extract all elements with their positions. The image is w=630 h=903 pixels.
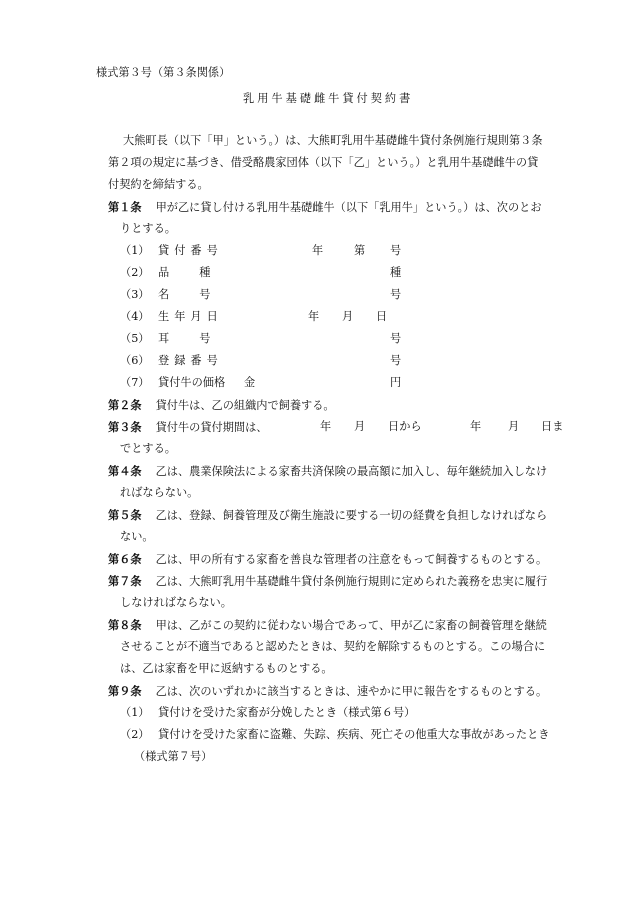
item-6-label: 登録番号: [158, 354, 223, 367]
article-3-year-1: 年: [320, 420, 332, 433]
article-5-text: 乙は、登録、飼養管理及び衛生施設に要する一切の経費を負担しなければなら: [155, 509, 548, 522]
item-7-kin: 金: [244, 376, 256, 389]
item-5-number: （5）: [120, 332, 150, 345]
item-3-number: （3）: [120, 288, 150, 301]
article-7-text: 乙は、大熊町乳用牛基礎雌牛貸付条例施行規則に定められた義務を忠実に履行: [155, 575, 548, 588]
item-1-label: 貸付番号: [158, 244, 223, 257]
item-2-end: 種: [390, 266, 402, 279]
article-1-text: 甲が乙に貸し付ける乳用牛基礎雌牛（以下「乳用牛」という。）は、次のとお: [155, 201, 542, 214]
article-2-text: 貸付牛は、乙の組織内で飼養する。: [155, 399, 335, 412]
document-title: 乳用牛基礎雌牛貸付契約書: [243, 92, 414, 105]
item-5-row: [120, 332, 402, 346]
item-4-number: （4）: [120, 310, 150, 323]
article-3-month-1: 月: [354, 420, 366, 433]
intro-line-3: 付契約を締結する。: [108, 178, 209, 191]
article-2-number: 第２条: [108, 398, 142, 412]
article-3-month-2: 月: [508, 420, 520, 433]
article-8-continued-2: は、乙は家畜を甲に返納するものとする。: [120, 662, 333, 675]
article-3-continued: でとする。: [120, 442, 176, 455]
item-1-go: 号: [390, 244, 402, 257]
item-4-month: 月: [342, 310, 354, 323]
item-6-number: （6）: [120, 354, 150, 367]
article-1-continued: りとする。: [120, 222, 176, 235]
item-7-end: 円: [390, 376, 402, 389]
item-4-day: 日: [376, 310, 388, 323]
article-6: [108, 552, 547, 567]
item-3-label: 名号: [158, 288, 241, 301]
article-9-text: 乙は、次のいずれかに該当するときは、速やかに甲に報告をするものとする。: [155, 685, 548, 698]
article-7: [108, 574, 547, 589]
item-7-label: 貸付牛の価格: [158, 376, 226, 389]
item-7-number: （7）: [120, 376, 150, 389]
item-3-row: [120, 288, 402, 302]
article-3-number: 第３条: [108, 420, 142, 434]
item-6-end: 号: [390, 354, 402, 367]
article-3-head: 貸付牛の貸付期間は、: [155, 421, 268, 434]
article-8-continued-1: させることが不適当であると認めたときは、契約を解除するものとする。この場合に: [120, 640, 546, 653]
item-5-end: 号: [390, 332, 402, 345]
article-8-text: 甲は、乙がこの契約に従わない場合であって、甲が乙に家畜の飼養管理を継続: [155, 619, 547, 632]
article-9-item-2-number: （2）: [120, 728, 150, 741]
article-9: [108, 684, 547, 699]
article-9-item-1-text: 貸付けを受けた家畜が分娩したとき（様式第６号）: [158, 706, 416, 719]
article-4-text: 乙は、農業保険法による家畜共済保険の最高額に加入し、毎年継続加入しなけ: [155, 465, 548, 478]
article-6-text: 乙は、甲の所有する家畜を善良な管理者の注意をもって飼養するものとする。: [155, 553, 548, 566]
item-2-row: [120, 266, 402, 280]
article-5: [108, 508, 547, 523]
item-5-label: 耳号: [158, 332, 241, 345]
item-2-label: 品種: [158, 266, 241, 279]
article-4-number: 第４条: [108, 464, 142, 478]
item-4-year: 年: [308, 310, 320, 323]
article-4-continued: ればならない。: [120, 486, 199, 499]
item-7-row: [120, 376, 402, 390]
item-1-row: [120, 244, 402, 258]
article-9-item-2-text: 貸付けを受けた家畜に盗難、失踪、疾病、死亡その他重大な事故があったとき: [158, 728, 550, 741]
article-8-number: 第８条: [108, 618, 142, 632]
article-5-number: 第５条: [108, 508, 142, 522]
article-9-number: 第９条: [108, 684, 142, 698]
item-4-row: [120, 310, 388, 324]
intro-line-2: 第２項の規定に基づき、借受酪農家団体（以下「乙」という。）と乳用牛基礎雌牛の貸: [108, 156, 539, 169]
article-5-continued: ない。: [120, 530, 154, 543]
article-9-item-2: [120, 728, 550, 742]
item-2-number: （2）: [120, 266, 150, 279]
article-3: [108, 420, 568, 435]
item-1-dai: 第: [354, 244, 366, 257]
article-6-number: 第６条: [108, 552, 142, 566]
article-4: [108, 464, 547, 479]
article-1-number: 第１条: [108, 200, 142, 214]
article-3-year-2: 年: [470, 420, 482, 433]
form-number: 様式第３号（第３条関係）: [96, 66, 231, 79]
article-1: [108, 200, 542, 215]
item-1-number: （1）: [120, 244, 150, 257]
item-6-row: [120, 354, 402, 368]
article-9-item-2-continued: （様式第７号）: [134, 750, 213, 763]
article-7-continued: しなければならない。: [120, 596, 232, 609]
article-8: [108, 618, 547, 633]
item-4-label: 生年月日: [158, 310, 223, 323]
item-3-end: 号: [390, 288, 402, 301]
article-9-item-1: [120, 706, 416, 720]
article-3-day-1: 日から: [388, 420, 422, 433]
intro-line-1: 大熊町長（以下「甲」という。）は、大熊町乳用牛基礎雌牛貸付条例施行規則第３条: [123, 134, 543, 147]
item-1-year: 年: [312, 244, 324, 257]
article-2: [108, 398, 335, 413]
article-7-number: 第７条: [108, 574, 142, 588]
article-9-item-1-number: （1）: [120, 706, 150, 719]
article-3-day-2: 日ま: [541, 420, 564, 433]
